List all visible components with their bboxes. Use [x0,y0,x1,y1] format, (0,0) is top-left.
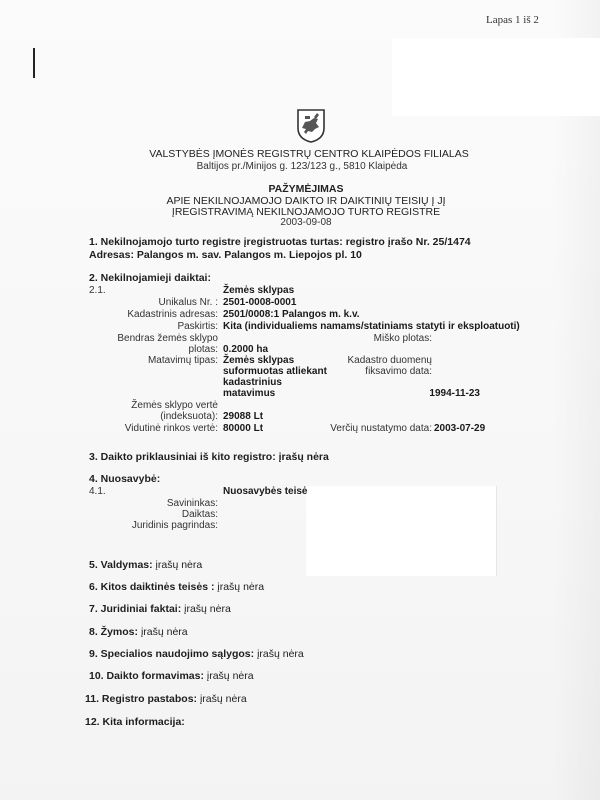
item-4-1-title: Nuosavybės teisė [223,486,308,497]
total-area-label-2: plotas: [188,344,218,355]
section-11-value: įrašų nėra [199,693,247,705]
cadastral-date-label: Kadastro duomenų [347,355,432,366]
section-5-label: 5. Valdymas: [89,559,153,571]
section-11 [85,693,247,705]
land-value-label-2: (indeksuota): [160,411,218,422]
section-3-text: 3. Daikto priklausiniai iš kito registro: įrašų nėra [89,451,329,463]
section-12 [85,716,185,728]
unique-number-label: Unikalus Nr. : [158,297,218,308]
section-4-heading: 4. Nuosavybė: [89,473,161,485]
section-10-value: įrašų nėra [206,670,254,682]
item-2-1-title: Žemės sklypas [223,285,295,296]
doc-title-line2: APIE NEKILNOJAMOJO DAIKTO IR DAIKTINIŲ TEISIŲ Į JĮ [166,195,446,207]
forest-area-label: Miško plotas: [373,333,432,344]
organization-name: VALSTYBĖS ĮMONĖS REGISTRŲ CENTRO KLAIPĖDOS FILIALAS [149,148,469,160]
land-value-label: Žemės sklypo vertė [131,400,218,411]
unique-number-value: 2501-0008-0001 [223,297,297,308]
organization-address: Baltijos pr./Minijos g. 123/123 g., 5810 Klaipėda [196,161,408,172]
section-3 [89,451,329,463]
page-shadow [552,0,600,800]
purpose-label: Paskirtis: [177,321,218,332]
purpose-value: Kita (individualiems namams/statiniams statyti ir eksploatuoti) [223,321,520,332]
measurement-type-value-4: matavimus [223,388,276,399]
margin-mark [33,48,35,78]
measurement-type-value-3: kadastrinius [223,377,282,388]
section-12-label: 12. Kita informacija: [85,716,185,728]
item-4-1-number: 4.1. [89,486,106,497]
cadastral-address-value: 2501/0008:1 Palangos m. k.v. [223,309,360,320]
doc-title: PAŽYMĖJIMAS [268,183,344,195]
section-8-value: įrašų nėra [140,626,188,638]
measurement-type-value-2: suformuotas atliekant [223,366,327,377]
section-7 [89,603,231,615]
section-8-label: 8. Žymos: [89,626,139,638]
item-label: Daiktas: [181,509,218,520]
redacted-area-top [392,38,600,116]
owner-label: Savininkas: [166,498,218,509]
valuation-date-value: 2003-07-29 [434,423,486,434]
section-5-value: įrašų nėra [155,559,203,571]
measurement-type-label: Matavimų tipas: [147,355,218,366]
cadastral-date-label-2: fiksavimo data: [365,366,432,377]
doc-title-line3: ĮREGISTRAVIMĄ NEKILNOJAMOJO TURTO REGISTRE [171,206,441,218]
section-9-label: 9. Specialios naudojimo sąlygos: [89,648,255,660]
coat-of-arms-icon [296,108,326,144]
total-area-value: 0.2000 ha [223,344,269,355]
page-number: Lapas 1 iš 2 [486,14,539,26]
doc-date: 2003-09-08 [280,217,332,228]
section-7-value: įrašų nėra [184,603,231,615]
section-10 [89,670,254,682]
section-10-label: 10. Daikto formavimas: [89,670,204,682]
cadastral-date-value: 1994-11-23 [429,388,480,399]
cadastral-address-label: Kadastrinis adresas: [127,309,218,320]
section-2-heading: 2. Nekilnojamieji daiktai: [89,272,211,284]
section-6-label: 6. Kitos daiktinės teisės : [89,581,215,593]
section-8 [89,626,188,638]
total-area-label: Bendras žemės sklypo [117,333,218,344]
section-9-value: įrašų nėra [257,648,304,660]
section-5 [89,559,202,571]
section-1-address: Adresas: Palangos m. sav. Palangos m. Liepojos pl. 10 [89,249,362,261]
redacted-area-owner [306,486,497,576]
section-11-label: 11. Registro pastabos: [85,693,198,705]
section-1-heading: 1. Nekilnojamojo turto registre įregistruotas turtas: registro įrašo Nr. 25/1474 [89,236,471,248]
market-value-value: 80000 Lt [223,423,264,434]
section-6 [89,581,264,593]
section-9 [89,648,304,660]
valuation-date-label: Verčių nustatymo data: [330,423,432,434]
section-7-label: 7. Juridiniai faktai: [89,603,182,615]
measurement-type-value: Žemės sklypas [223,355,295,366]
market-value-label: Vidutinė rinkos vertė: [124,423,218,434]
legal-basis-label: Juridinis pagrindas: [131,520,218,531]
land-value-value: 29088 Lt [223,411,264,422]
section-6-value: įrašų nėra [217,581,265,593]
item-2-1-number: 2.1. [89,285,106,296]
